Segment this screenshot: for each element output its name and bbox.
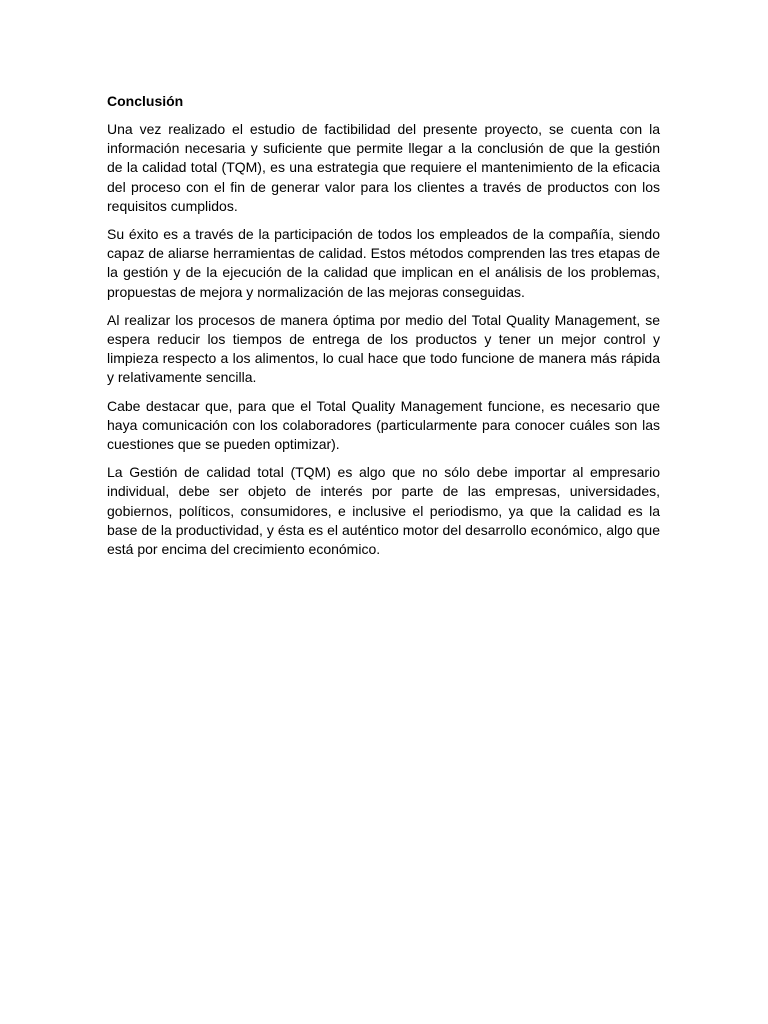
document-heading: Conclusión [107,93,184,109]
paragraph-intro: Una vez realizado el estudio de factibilidad del presente proyecto, se cuenta con la información necesaria y suficiente que permite llegar a la conclusión de que la gestión de la calidad total (TQM), es una estrategia que requiere el mantenimiento de la eficacia del proceso con el fin de generar valor para los clientes a través de productos con los requisitos cumplidos. [107,121,660,214]
paragraph-tqm-importance: La Gestión de calidad total (TQM) es algo que no sólo debe importar al empresario individual, debe ser objeto de interés por parte de las empresas, universidades, gobiernos, políticos, consumidores, e inclusive el periodismo, ya que la calidad es la base de la productividad, y ésta es el auténtico motor del desarrollo económico, algo que está por encima del crecimiento económico. [107,464,660,558]
paragraph-communication: Cabe destacar que, para que el Total Quality Management funcione, es necesario que haya comunicación con los colaboradores (particularmente para conocer cuáles son las cuestiones que se pueden optimizar). [107,397,660,453]
paragraph-processes: Al realizar los procesos de manera óptima por medio del Total Quality Management, se espera reducir los tiempos de entrega de los productos y tener un mejor control y limpieza respecto a los alimentos, lo cual hace que todo funcione de manera más rápida y relativamente sencilla. [107,311,660,386]
paragraph-success: Su éxito es a través de la participación de todos los empleados de la compañía, siendo capaz de aliarse herramientas de calidad. Estos métodos comprenden las tres etapas de la gestión y de la ejecución de la calidad que implican en el análisis de los problemas, propuestas de mejora y normalización de las mejoras conseguidas. [107,226,660,300]
